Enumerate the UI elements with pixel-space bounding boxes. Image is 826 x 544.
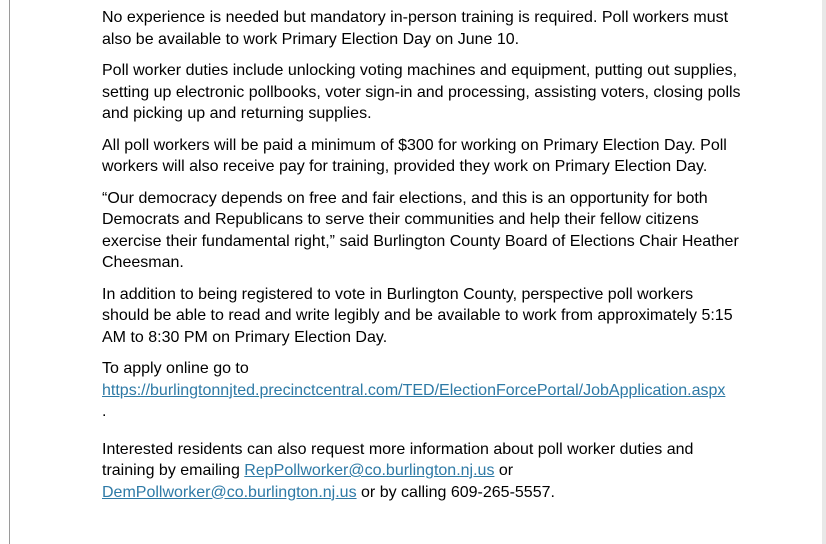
paragraph-quote: “Our democracy depends on free and fair elections, and this is an opportunity for both Democrats and Republicans to serve their communities and help their fellow citizens exercise their fundamental right,” said Burlington County Board of Elections Chair Heather Cheesman.	[102, 189, 739, 271]
paragraph-pay: All poll workers will be paid a minimum of $300 for working on Primary Election Day. Poll workers will also receive pay for training, provided they work on Primary Election Day.	[102, 136, 727, 175]
contact-text-after: or by calling 609-265-5557.	[356, 483, 555, 501]
apply-intro: To apply online go to	[102, 360, 249, 377]
dem-email-link[interactable]: DemPollworker@co.burlington.nj.us	[102, 483, 357, 501]
paragraph-apply	[102, 358, 742, 423]
contact-text-before: Interested residents can also request more information about poll worker duties and training by emailing	[102, 440, 694, 479]
paragraph-contact	[102, 439, 742, 504]
application-link[interactable]: https://burlingtonnjted.precinctcentral.com/TED/ElectionForcePortal/JobApplication.aspx	[102, 381, 726, 399]
scrollbar-track[interactable]	[822, 0, 826, 544]
document-body	[102, 7, 742, 513]
contact-text-or: or	[494, 462, 514, 479]
paragraph-eligibility: In addition to being registered to vote in Burlington County, perspective poll workers should be able to read and write legibly and be available to work from approximately 5:15 AM to 8:30 PM on Primary Election Day.	[102, 285, 733, 346]
paragraph-training-requirement: No experience is needed but mandatory in-person training is required. Poll workers must also be available to work Primary Election Day on June 10.	[102, 9, 729, 48]
apply-period: .	[102, 403, 107, 420]
rep-email-link[interactable]: RepPollworker@co.burlington.nj.us	[244, 462, 495, 479]
paragraph-duties: Poll worker duties include unlocking voting machines and equipment, putting out supplies, setting up electronic pollbooks, voter sign-in and processing, assisting voters, closing polls and picking up and returning supplies.	[102, 62, 741, 122]
page-left-border	[9, 0, 10, 544]
